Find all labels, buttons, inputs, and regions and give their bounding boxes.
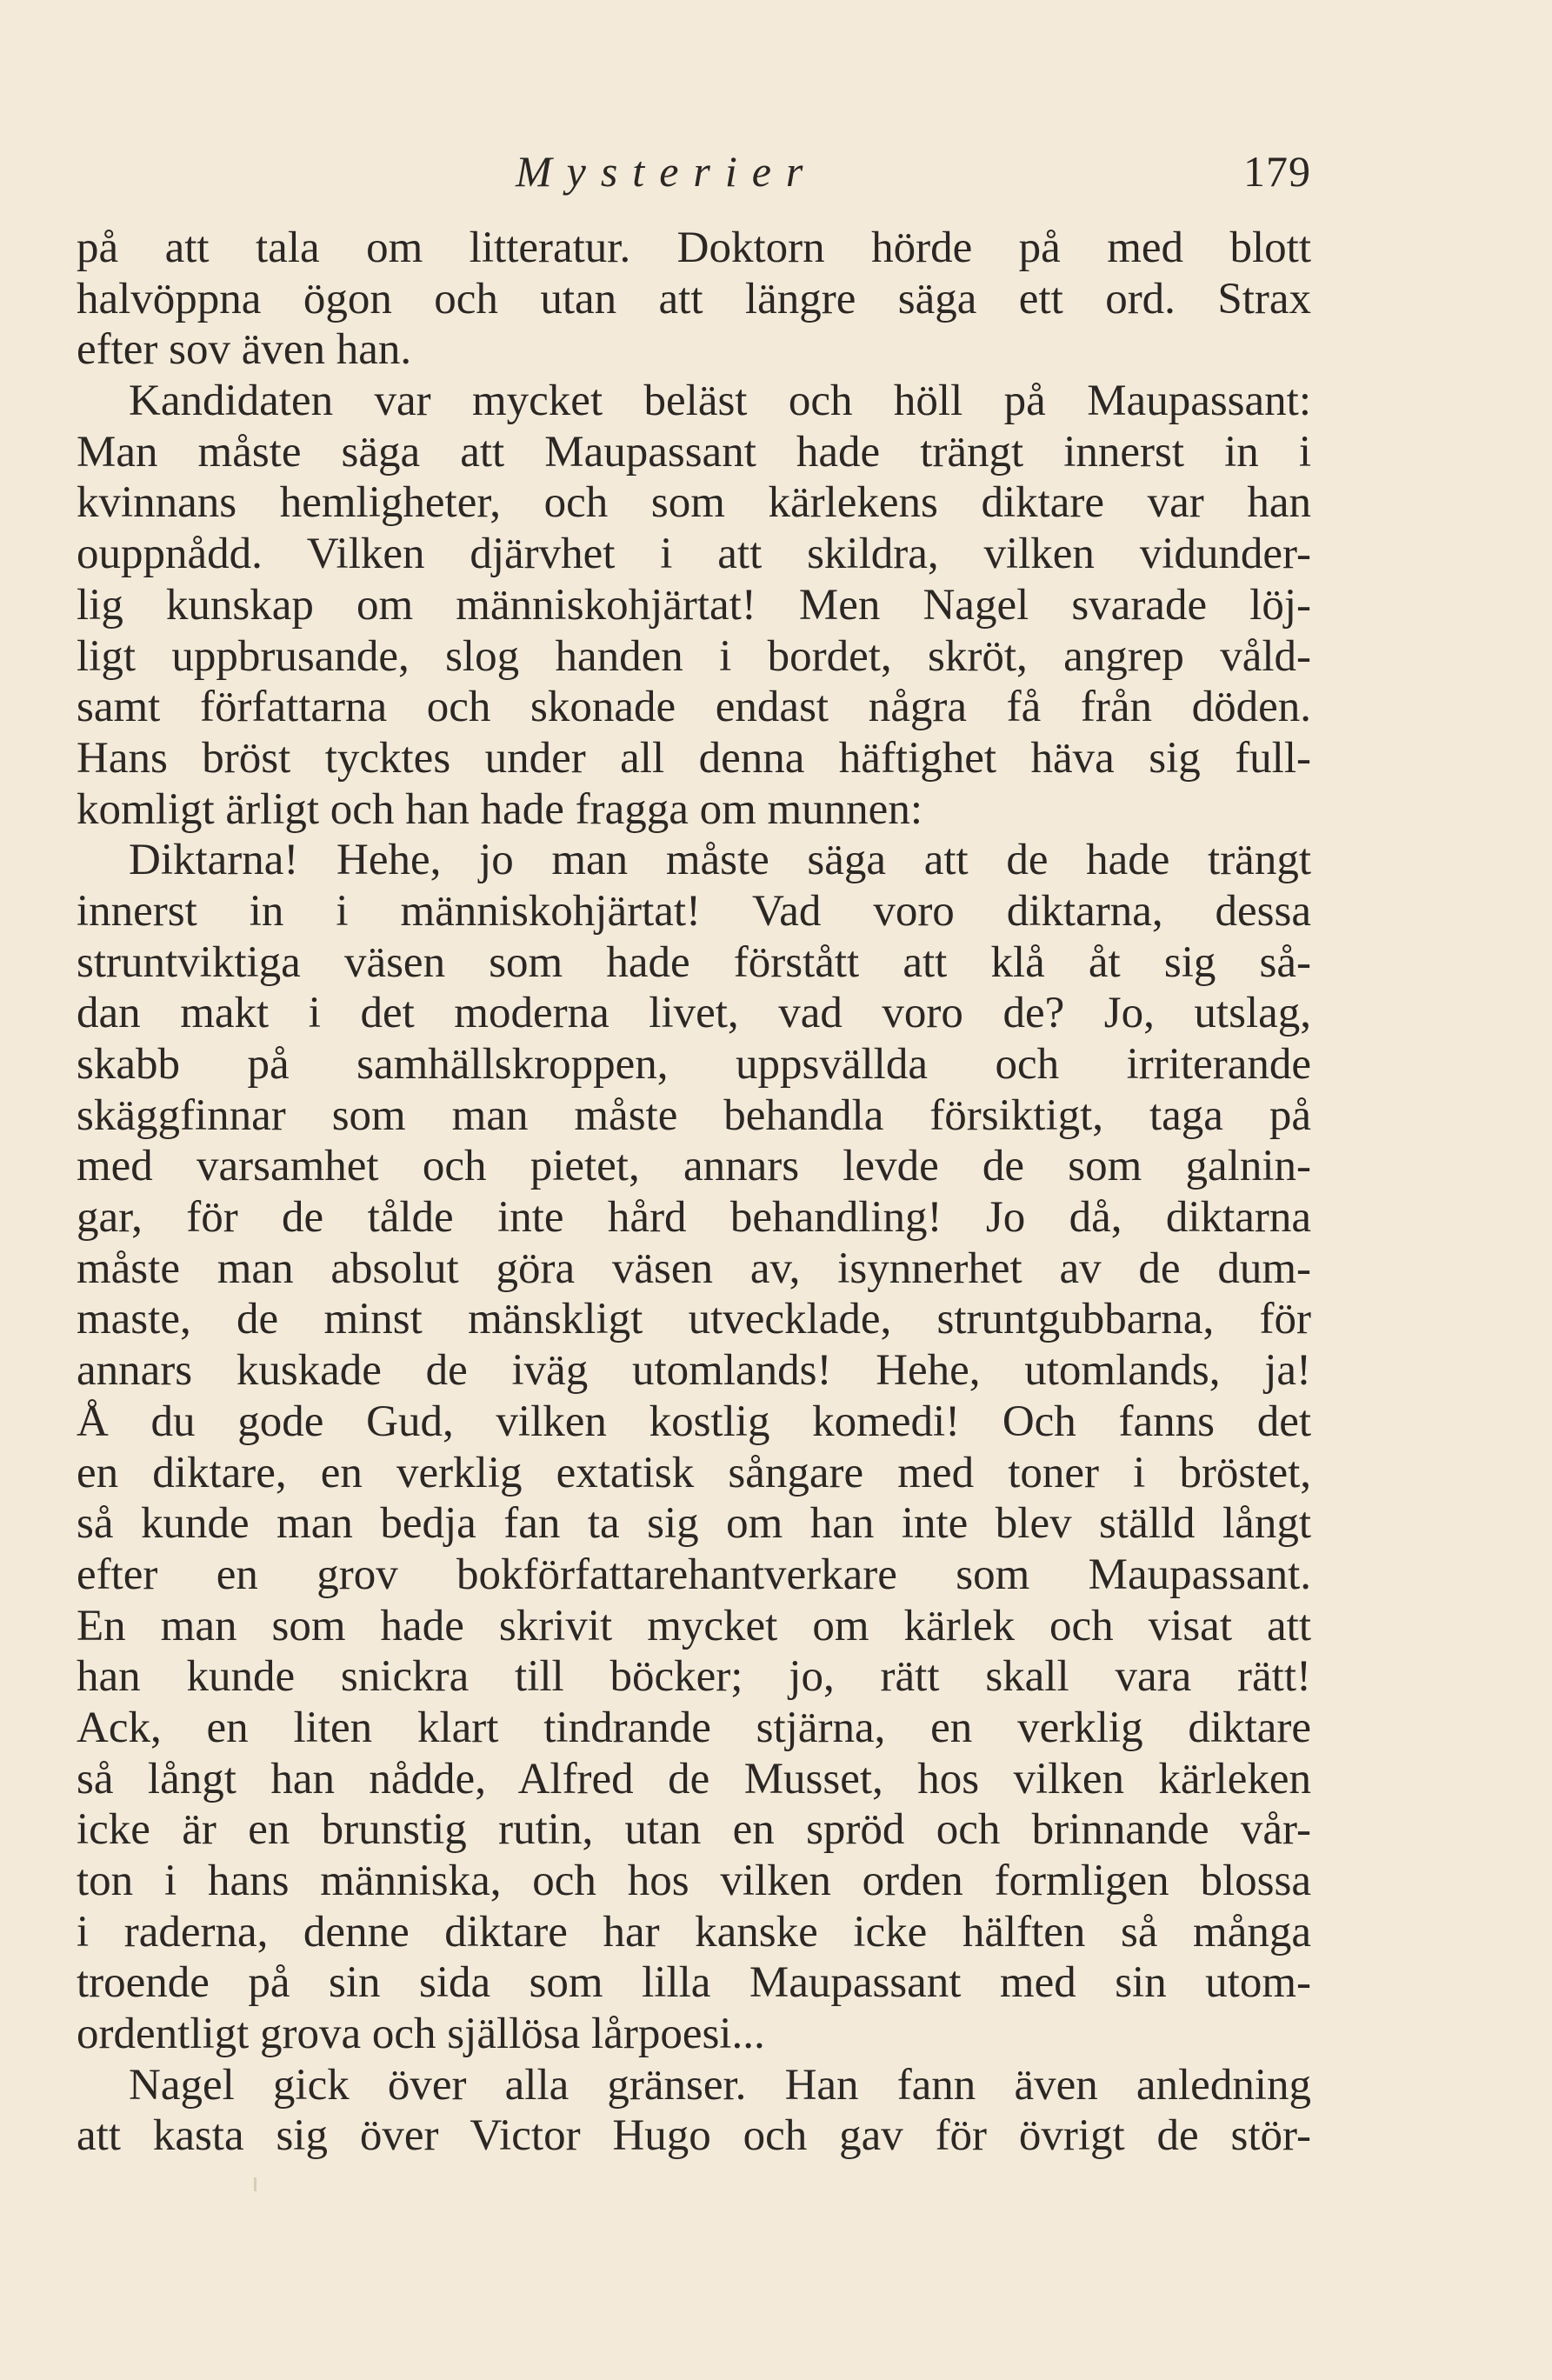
text-line: att kasta sig över Victor Hugo och gav för övrigt de stör- xyxy=(77,2111,1311,2161)
text-line: i raderna, denne diktare har kanske icke hälften så många xyxy=(77,1907,1311,1957)
text-line: en diktare, en verklig extatisk sångare med toner i bröstet, xyxy=(77,1448,1311,1497)
page-header xyxy=(77,146,1311,207)
text-line: kvinnans hemligheter, och som kärlekens diktare var han xyxy=(77,478,1311,528)
text-line: komligt ärligt och han hade fragga om munnen: xyxy=(77,784,923,834)
body-text xyxy=(77,223,1311,2162)
text-line: skabb på samhällskroppen, uppsvällda och irriterande xyxy=(77,1040,1311,1089)
text-line: Nagel gick över alla gränser. Han fann även anledning xyxy=(129,2060,1311,2110)
text-line: så långt han nådde, Alfred de Musset, hos vilken kärleken xyxy=(77,1754,1311,1803)
text-line: gar, för de tålde inte hård behandling! Jo då, diktarna xyxy=(77,1193,1311,1243)
text-line: icke är en brunstig rutin, utan en spröd och brinnande vår- xyxy=(77,1805,1311,1855)
text-line: maste, de minst mänskligt utvecklade, struntgubbarna, för xyxy=(77,1295,1311,1344)
text-line: efter sov även han. xyxy=(77,325,412,375)
text-line: Hans bröst tycktes under all denna häftighet häva sig full- xyxy=(77,733,1311,783)
text-line: En man som hade skrivit mycket om kärlek och visat att xyxy=(77,1601,1311,1650)
text-line: Å du gode Gud, vilken kostlig komedi! Och fanns det xyxy=(77,1397,1311,1446)
text-line: innerst in i människohjärtat! Vad voro diktarna, dessa xyxy=(77,886,1311,936)
text-line: med varsamhet och pietet, annars levde de som galnin- xyxy=(77,1142,1311,1191)
text-line: Kandidaten var mycket beläst och höll på Maupassant: xyxy=(129,377,1311,426)
text-line: Diktarna! Hehe, jo man måste säga att de hade trängt xyxy=(129,836,1311,885)
text-line: annars kuskade de iväg utomlands! Hehe, utomlands, ja! xyxy=(77,1346,1311,1396)
text-line: ton i hans människa, och hos vilken orden formligen blossa xyxy=(77,1857,1311,1905)
text-line: struntviktiga väsen som hade förstått att klå åt sig så- xyxy=(77,937,1311,987)
text-line: ligt uppbrusande, slog handen i bordet, skröt, angrep våld- xyxy=(77,631,1311,681)
text-line: samt författarna och skonade endast några få från döden. xyxy=(77,683,1311,732)
text-line: Man måste säga att Maupassant hade trängt innerst in i xyxy=(77,427,1311,477)
text-line: efter en grov bokförfattarehantverkare som Maupassant. xyxy=(77,1550,1311,1599)
paper-mark xyxy=(254,2177,256,2191)
text-line: måste man absolut göra väsen av, isynnerhet av de dum- xyxy=(77,1243,1311,1293)
text-line: skäggfinnar som man måste behandla försiktigt, taga på xyxy=(77,1090,1311,1140)
running-title: Mysterier xyxy=(516,147,818,196)
text-line: halvöppna ögon och utan att längre säga ett ord. Strax xyxy=(77,274,1311,323)
text-line: han kunde snickra till böcker; jo, rätt skall vara rätt! xyxy=(77,1652,1311,1702)
text-line: dan makt i det moderna livet, vad voro de? Jo, utslag, xyxy=(77,989,1311,1038)
page-number: 179 xyxy=(1243,147,1311,196)
text-line: troende på sin sida som lilla Maupassant med sin utom- xyxy=(77,1958,1311,2008)
text-line: ordentligt grova och själlösa lårpoesi... xyxy=(77,2010,765,2059)
text-line: så kunde man bedja fan ta sig om han inte blev ställd långt xyxy=(77,1499,1311,1549)
text-line: ouppnådd. Vilken djärvhet i att skildra, vilken vidunder- xyxy=(77,530,1311,579)
text-line: på att tala om litteratur. Doktorn hörde på med blott xyxy=(77,223,1311,272)
text-line: lig kunskap om människohjärtat! Men Nagel svarade löj- xyxy=(77,580,1311,630)
text-line: Ack, en liten klart tindrande stjärna, en verklig diktare xyxy=(77,1703,1311,1752)
